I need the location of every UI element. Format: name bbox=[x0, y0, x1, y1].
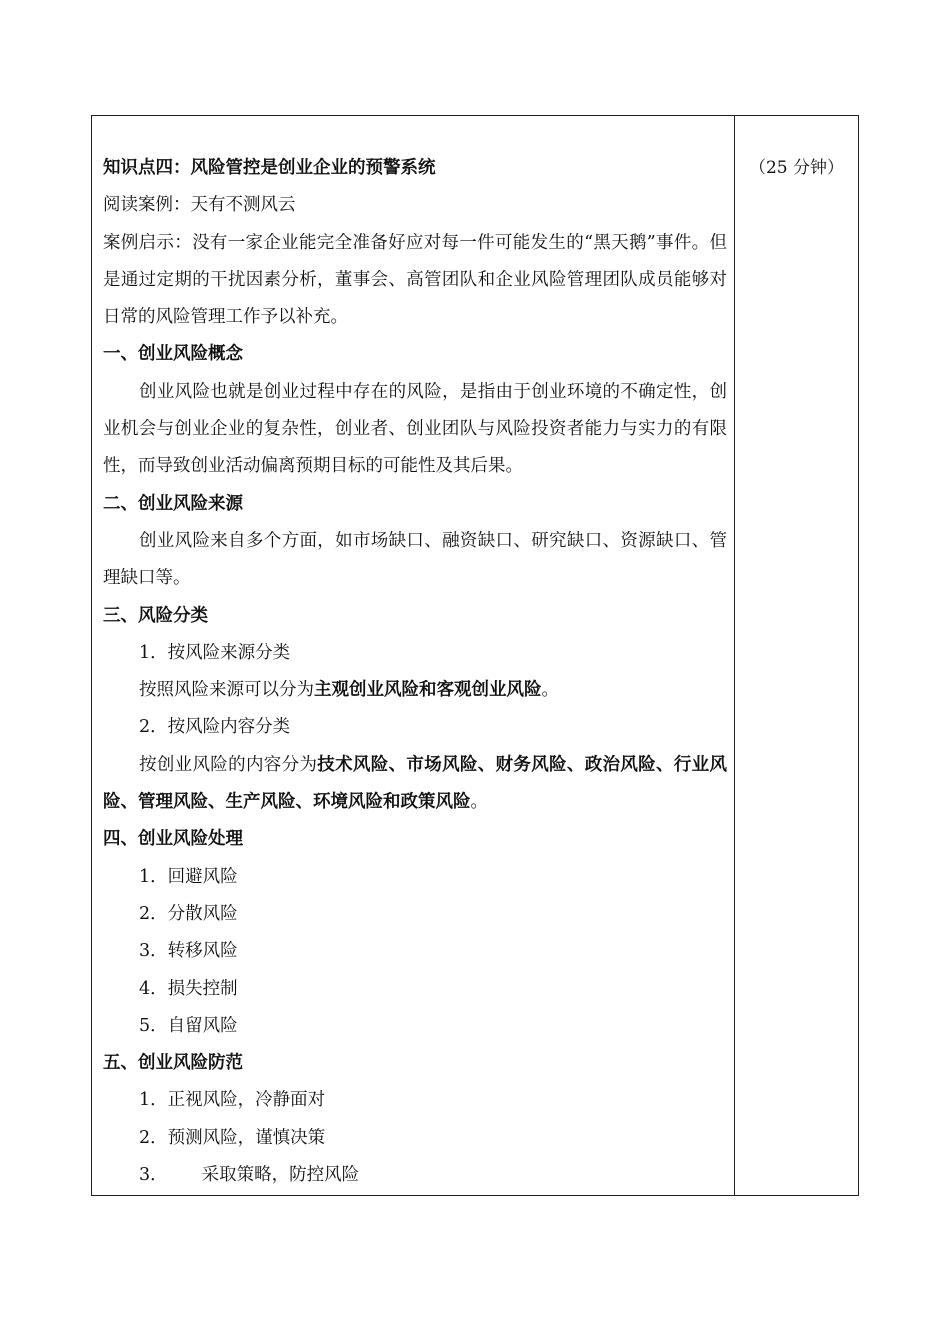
section-5-item-3-text: 采取策略，防控风险 bbox=[201, 1165, 360, 1186]
knowledge-point-title: 知识点四：风险管控是创业企业的预警系统 bbox=[103, 158, 436, 178]
section-3-item-1-post: 。 bbox=[541, 680, 559, 701]
section-1-body: 创业风险也就是创业过程中存在的风险，是指由于创业环境的不确定性，创业机会与创业企业的复杂性，创业者、创业团队与风险投资者能力与实力的有限性，而导致创业活动偏离预期目标的可能性及其后果。 bbox=[103, 381, 727, 477]
section-2-body: 创业风险来自多个方面，如市场缺口、融资缺口、研究缺口、资源缺口、管理缺口等。 bbox=[103, 530, 727, 589]
section-3-item-2-post: 。 bbox=[470, 792, 488, 813]
section-4-item: 2．分散风险 bbox=[139, 903, 238, 924]
section-4-item: 5．自留风险 bbox=[139, 1015, 238, 1036]
section-3-heading: 三、风险分类 bbox=[103, 605, 208, 626]
time-cell bbox=[735, 150, 858, 187]
section-3-item-2-pre: 按创业风险的内容分为 bbox=[139, 754, 318, 775]
section-3-item-2: 2．按风险内容分类 bbox=[139, 717, 291, 738]
section-3-item-2-bold: 技术风险、市场风险、财务风险、政治风险、行业风险、管理风险、生产风险、环境风险和政策风险 bbox=[103, 754, 727, 813]
section-4-heading: 四、创业风险处理 bbox=[103, 829, 243, 850]
section-4-item: 1．回避风险 bbox=[139, 866, 238, 887]
section-1-heading: 一、创业风险概念 bbox=[103, 344, 243, 365]
section-4-item: 4．损失控制 bbox=[139, 978, 238, 999]
lesson-content bbox=[103, 150, 727, 1194]
section-5-item: 1．正视风险，冷静面对 bbox=[139, 1090, 326, 1111]
section-3-item-1: 1．按风险来源分类 bbox=[139, 642, 291, 663]
column-divider bbox=[734, 115, 735, 1196]
section-2-heading: 二、创业风险来源 bbox=[103, 493, 243, 514]
time-label: （25 分钟） bbox=[748, 158, 845, 178]
section-5-heading: 五、创业风险防范 bbox=[103, 1053, 243, 1074]
section-4-item: 3．转移风险 bbox=[139, 941, 238, 962]
section-3-item-1-pre: 按照风险来源可以分为 bbox=[139, 680, 314, 701]
section-3-item-1-body bbox=[103, 672, 727, 709]
case-insight: 案例启示：没有一家企业能完全准备好应对每一件可能发生的“黑天鹅”事件。但是通过定期的干扰因素分析，董事会、高管团队和企业风险管理团队成员能够对日常的风险管理工作予以补充。 bbox=[103, 232, 727, 328]
section-3-item-1-bold: 主观创业风险和客观创业风险 bbox=[314, 680, 542, 701]
section-5-item-3-number: 3． bbox=[139, 1165, 168, 1186]
section-5-item: 2．预测风险，谨慎决策 bbox=[139, 1127, 326, 1148]
section-3-item-2-body bbox=[103, 747, 727, 822]
section-5-item-3 bbox=[103, 1157, 727, 1194]
case-reading: 阅读案例：天有不测风云 bbox=[103, 195, 296, 216]
